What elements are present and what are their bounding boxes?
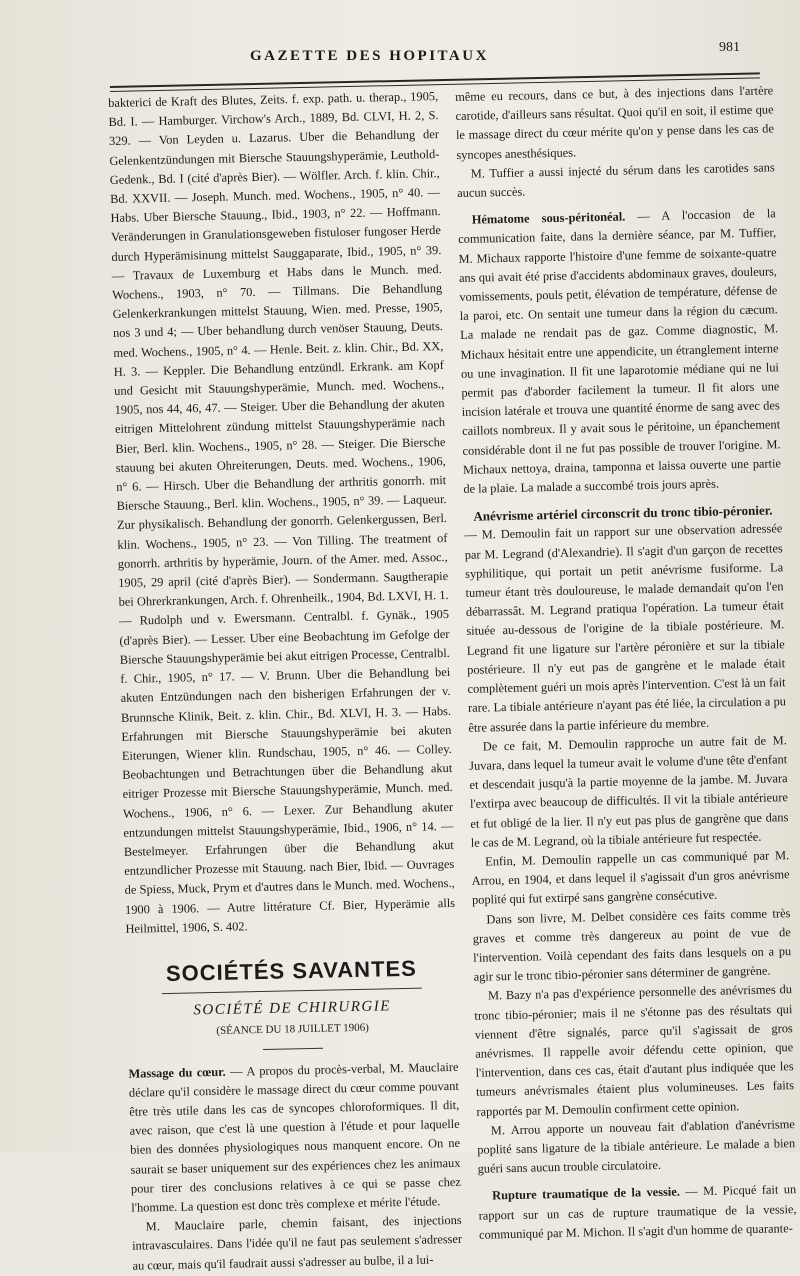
page-header [100,38,740,78]
carotid-paragraph: même eu recours, dans ce but, à des injections dans l'artère carotide, d'ailleurs sans résultat. Quoi qu'il en soit, il estime que le massage direct du cœur mérite qu'on y pense dans les cas de syncopes anesthésiques. [455,83,775,162]
rupture-paragraph [478,1180,797,1244]
section-rule [162,988,422,994]
tuffier-paragraph: M. Tuffier a aussi injecté du sérum dans les carotides sans aucun succès. [457,160,775,200]
bibliography-text: bakterici de Kraft des Blutes, Zeits. f. exp. path. u. therap., 1905, Bd. I. — Hamburger. Virchow's Arch., 1889, Bd. CLVI, H. 2, S. 329. — Von Leyden u. Lazarus. Uber die Behandlung der Gelenkentzündungen mit Biersche Stauungshyperämie, Leuthold-Gedenk., Bd. I (cité d'après Bier). — Wölfler. Arch. f. klin. Chir., Bd. XXVII. — Joseph. Munch. med. Wochens., 1905, n° 40. — Habs. Uber Biersche Stauung., Ibid., 1903, n° 22. — Hoffmann. Veränderungen in Granulationsgeweben fistuloser fungoser Herde durch Hyperämisinung mittelst Sauggaparate, Ibid., 1905, n° 39. — Travaux de Luxemburg et Habs dans le Munch. med. Wochens., 1903, n° 70. — Tillmans. Die Behandlung Gelenkerkrankungen mittelst Stauung, Wien. med. Presse, 1905, nos 3 und 4; — Uber behandlung durch venöser Stauung, Deuts. med. Wochens., 1905, n° 4. — Henle. Beit. z. klin. Chir., Bd. XX, H. 3. — Keppler. Die Behandlung entzündl. Erkrank. am Kopf und Gesicht mit Stauungshyperämie, Munch. med. Wochens., 1905, nos 44, 46, 47. — Steiger. Uber die Behandlung der akuten eitrigen Mittelohrent zündung mittelst Stauungshyperämie nach Bier, Berl. klin. Wochens., 1905, n° 28. — Steiger. Die Biersche stauung bei akuten Ohreiterungen, Deuts. med. Wochens., 1906, n° 6. — Hirsch. Uber die Behandlung der arthritis gonorrh. mit Biersche Stauung., Berl. klin. Wochens., 1905, n° 39. — Laqueur. Zur physikalisch. Behandlung der gonorrh. Gelenkergussen, Berl. klin. Wochens., 1905, n° 23. — Von Tilling. The treatment of gonorrh. arthritis by hyperämie, Journ. of the Amer. med. Assoc., 1905, 29 april (cité d'après Bier). — Sondermann. Saugtherapie bei Ohrerkrankungen, Arch. f. Ohrenheilk., 1904, Bd. LXVI, H. 1. — Rudolph und v. Ewersmann. Centralbl. f. Gynäk., 1905 (d'après Bier). — Lesser. Uber eine Beobachtung im Gefolge der Biersche Stauungshyperämie bei akut eitrigen Processe, Centralbl. f. Chir., 1905, n° 17. — V. Brunn. Uber die Behandlung bei akuten Entzündungen nach den bisherigen Erfahrungen der v. Brunnsche Klinik, Beit. z. klin. Chir., Bd. XLVI, H. 3. — Habs. Erfahrungen mit Biersche Stauungshyperämie bei akuten Eiterungen, Wiener klin. Rundschau, 1905, n° 46. — Colley. Beobachtungen und Betrachtungen über die Behandlung akut eitriger Prozesse mit Biersche Stauungshyperämie, Munch. med. Wochens., 1906, n° 6. — Lexer. Zur Behandlung akuter entzundungen mittelst Stauungshyperämie, Ibid., 1906, n° 14. — Bestelmeyer. Erfahrungen über die Behandlung akut entzundlicher Prozesse mit Stauung. nach Bier, Ibid. — Ouvrages de Spiess, Muck, Prym et d'autres dans le Munch. med. Wochens., 1900 à 1906. — Autre littérature Cf. Bier, Hyperämie alls Heilmittel, 1906, S. 402. [108,89,456,936]
hematome-body: — A l'occasion de la communication faite, dans la dernière séance, par M. Tuffier, M. Michaux rapporte l'histoire d'une femme de soixante-quatre ans qui avait été prise d'accidents abdominaux graves, douleurs, vomissements, pouls petit, élévation de température, défense de la paroi, etc. On sentait une tumeur dans la région du cæcum. La malade ne rendait pas de gaz. Comme diagnostic, M. Michaux hésitait entre une appendicite, un étranglement interne ou une invagination. Il fit une laparotomie médiane qui ne lui permit pas d'aborder facilement la tumeur. Il fit alors une incision latérale et trouva une quantité énorme de sang avec des caillots nombreux. Il y avait sous le péritoine, un épanchement considérable dont il ne fut pas possible de trouver l'origine. M. Michaux nettoya, draina, tamponna et laissa ouverte une partie de la plaie. La malade a succombé trois jours après. [458,206,782,496]
rupture-heading: Rupture traumatique de la vessie. [492,1184,681,1203]
journal-title: GAZETTE DES HOPITAUX [250,48,489,64]
page-number: 981 [719,40,740,55]
mauclaire-paragraph: M. Mauclaire parle, chemin faisant, des injections intravasculaires. Dans l'idée qu'il ne faut pas seulement s'adresser au cœur, mais qu'il faudrait aussi s'adresser au bulbe, il a lui- [131,1213,463,1273]
right-column [455,81,797,1244]
section-title: SOCIÉTÉS SAVANTES [165,955,418,986]
left-column [108,87,463,1275]
massage-heading: Massage du cœur. [128,1064,226,1081]
delbet-paragraph: Dans son livre, M. Delbet considère ces faits comme très graves et comme très dangereux au point de vue de l'intervention. Voilà cependant des faits dans lesquels on a pu agir sur le tronc tibio-péronier sans déterminer de gangrène. [472,905,792,984]
short-rule [263,1047,323,1049]
hematome-heading: Hématome sous-péritonéal. [471,209,626,227]
rupture-body: — M. Picqué fait un rapport sur un cas de rupture traumatique de la vessie, communiqué par M. Michon. Il s'agit d'un homme de quarante- [478,1182,797,1242]
juvara-paragraph: De ce fait, M. Demoulin rapproche un autre fait de M. Juvara, dans lequel la tumeur avait le volume d'une tête d'enfant et descendait jusqu'à la partie moyenne de la jambe. M. Juvara l'extirpa avec beaucoup de difficultés. Il vit la tibiale antérieure et fut obligé de la lier. Il n'y eut pas plus de gangrène que dans le cas de M. Legrand, où la tibiale antérieure fut respectée. [469,732,789,850]
bazy-paragraph: M. Bazy n'a pas d'expérience personnelle des anévrismes du tronc tibio-péronier; mais il ne s'étonne pas des résultats qui viennent d'être signalés, parce qu'il s'agissait de gros anévrismes. Il rappelle avoir défendu cette opinion, que l'intervention, dans ces cas, était d'autant plus indiquée que les tumeurs anévrismales étaient plus volumineuses. Les faits rapportés par M. Demoulin confirment cette opinion. [474,982,795,1119]
society-title: SOCIÉTÉ DE CHIRURGIE [193,998,392,1019]
anevrisme-body: — M. Demoulin fait un rapport sur une observation adressée par M. Legrand (d'Alexandrie). Il s'agit d'un garçon de recettes syphilitique, qui portait un petit anévrisme fusiforme. La tumeur étant très douloureuse, le malade demandait qu'on l'en débarrassât. M. Legrand pratiqua l'opération. La tumeur était située au-dessous de l'origine de la tibiale postérieure. M. Legrand fit une ligature sur l'artère péronière et sur la tibiale postérieure. Il n'y eut pas de gangrène et le malade était complètement guéri un mois après l'intervention. C'est là un fait rare. La tibiale antérieure n'ayant pas été liée, la circulation a pu être assurée dans la partie inférieure du membre. [464,521,787,735]
massage-body: — A propos du procès-verbal, M. Mauclaire déclare qu'il considère le massage direct du cœur comme pouvant être très utile dans les cas de syncopes chloroformiques. Il dit, avec raison, que c'est là une question à l'étude et pour laquelle bien des données physiologiques nous manquent encore. On ne saurait se baser uniquement sur des expériences chez les animaux pour tirer des conclusions relatives à ce qui se passe chez l'homme. La question est donc très complexe et mérite l'étude. [128,1059,462,1215]
massage-paragraph [128,1057,461,1218]
arrou-paragraph: Enfin, M. Demoulin rappelle un cas communiqué par M. Arrou, en 1904, et dans lequel il s'agissait d'un gros anévrisme poplité qui fut extirpé sans gangrène consécutive. [471,848,790,908]
anevrisme-heading: Anévrisme artériel circonscrit du tronc tibio-péronier. [473,502,773,524]
arrou-second-paragraph: M. Arrou apporte un nouveau fait d'ablation d'anévrisme poplité sans ligature de la tibiale antérieure. Le malade a bien guéri sans aucun trouble circulatoire. [477,1116,796,1176]
session-date: (SÉANCE DU 18 JUILLET 1906) [216,1022,370,1038]
hematome-paragraph [458,205,782,500]
